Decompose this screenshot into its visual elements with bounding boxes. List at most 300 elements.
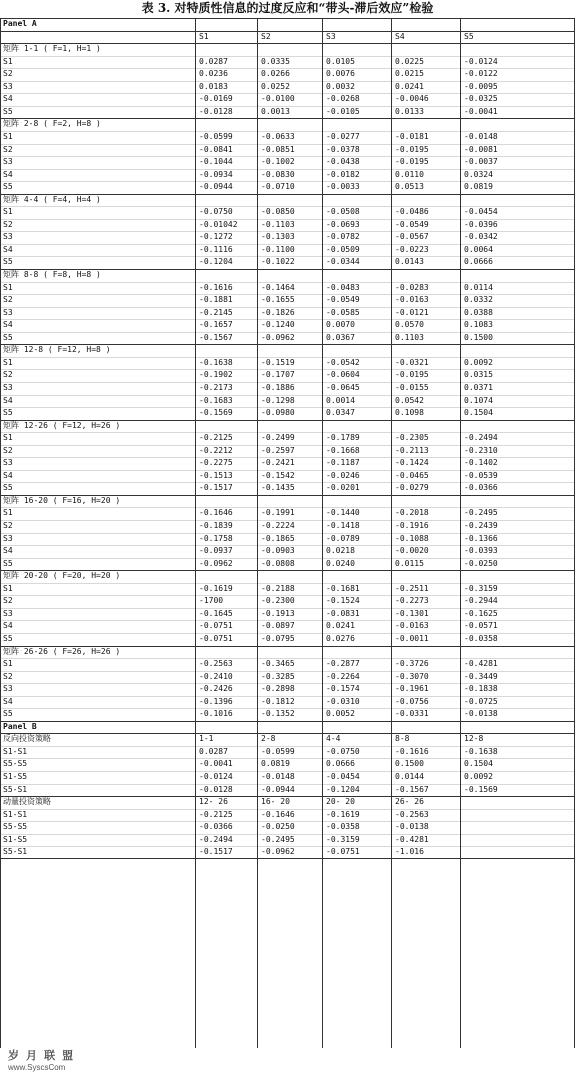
table-cell: 0.1074 bbox=[464, 395, 493, 405]
table-cell: S2 bbox=[3, 445, 13, 455]
table-cell bbox=[258, 43, 323, 56]
table-cell: -0.0124 bbox=[199, 772, 233, 781]
table-cell: 0.0240 bbox=[326, 558, 355, 568]
column-header bbox=[0, 31, 196, 44]
block-label-row bbox=[0, 733, 575, 746]
table-cell: -0.0396 bbox=[464, 219, 498, 229]
table-row bbox=[0, 56, 575, 69]
table-cell: -0.0033 bbox=[326, 182, 360, 192]
table-cell: -1.016 bbox=[395, 847, 424, 857]
table-cell: -0.1812 bbox=[261, 696, 295, 706]
table-cell: 0.0143 bbox=[395, 257, 424, 267]
block-label: 矩阵 1-1 ( F=1, H=1 ) bbox=[3, 44, 101, 54]
block-label-row bbox=[0, 495, 575, 508]
table-row bbox=[0, 558, 575, 571]
table-cell bbox=[392, 269, 461, 282]
table-row bbox=[0, 445, 575, 458]
table-cell: 0.0570 bbox=[395, 320, 424, 330]
table-cell bbox=[392, 118, 461, 131]
table-cell bbox=[461, 344, 575, 357]
table-cell: -0.1519 bbox=[261, 357, 295, 367]
table-row bbox=[0, 620, 575, 633]
table-cell: -0.0195 bbox=[395, 370, 429, 380]
table-cell: -0.1301 bbox=[395, 608, 429, 618]
table-cell bbox=[392, 344, 461, 357]
table-row bbox=[0, 708, 575, 721]
table-cell bbox=[196, 420, 258, 433]
table-cell: -0.1272 bbox=[199, 232, 233, 242]
table-row bbox=[0, 93, 575, 106]
table-cell: S3 bbox=[3, 157, 13, 167]
table-cell: 0.0819 bbox=[261, 759, 290, 769]
table-cell: -0.1513 bbox=[199, 470, 233, 480]
table-cell: 0.0513 bbox=[395, 182, 424, 192]
table-cell: S3 bbox=[3, 81, 13, 91]
table-cell bbox=[258, 420, 323, 433]
table-cell bbox=[461, 834, 575, 847]
table-cell bbox=[461, 420, 575, 433]
table-cell bbox=[323, 646, 392, 659]
table-cell: -0.1204 bbox=[199, 257, 233, 267]
table-cell: 0.0241 bbox=[395, 81, 424, 91]
table-cell: -0.0751 bbox=[199, 621, 233, 631]
table-cell bbox=[258, 495, 323, 508]
table-cell: 0.1500 bbox=[464, 332, 493, 342]
table-cell: 0.0092 bbox=[464, 772, 493, 781]
table-cell: -0.0795 bbox=[261, 633, 295, 643]
table-cell: -0.0438 bbox=[326, 157, 360, 167]
table-cell: -0.0962 bbox=[261, 332, 295, 342]
table-cell: -0.1016 bbox=[199, 709, 233, 719]
table-cell: -0.0549 bbox=[326, 295, 360, 305]
table-cell: 0.0324 bbox=[464, 169, 493, 179]
table-cell: -0.1655 bbox=[261, 295, 295, 305]
table-cell: -0.2877 bbox=[326, 659, 360, 669]
table-cell bbox=[392, 495, 461, 508]
table-cell: 0.0064 bbox=[464, 244, 493, 254]
table-cell: S1 bbox=[3, 56, 13, 66]
table-cell: S1 bbox=[3, 433, 13, 443]
table-cell bbox=[461, 821, 575, 834]
table-cell bbox=[323, 269, 392, 282]
table-cell: -0.0756 bbox=[395, 696, 429, 706]
table-cell bbox=[196, 344, 258, 357]
table-cell: 0.0076 bbox=[326, 69, 355, 79]
table-cell: -0.2018 bbox=[395, 508, 429, 518]
panel-label-row bbox=[0, 18, 575, 31]
table-cell: -0.0944 bbox=[261, 784, 295, 794]
block-label-row bbox=[0, 646, 575, 659]
table-cell bbox=[461, 194, 575, 207]
table-cell: -0.2597 bbox=[261, 445, 295, 455]
table-cell: -0.3465 bbox=[261, 659, 295, 669]
table-cell bbox=[196, 570, 258, 583]
table-row bbox=[0, 683, 575, 696]
table-cell: -0.1088 bbox=[395, 533, 429, 543]
table-cell: -1700 bbox=[199, 596, 224, 606]
table-cell: S2 bbox=[3, 219, 13, 229]
table-cell: -0.0851 bbox=[261, 144, 295, 154]
table-cell: S3 bbox=[3, 232, 13, 242]
table-cell: -0.1991 bbox=[261, 508, 295, 518]
table-cell: -0.0201 bbox=[326, 483, 360, 493]
table-cell: -0.0358 bbox=[326, 822, 360, 832]
table-cell: -0.0195 bbox=[395, 157, 429, 167]
table-cell: -0.0599 bbox=[199, 131, 233, 141]
table-cell: -0.2113 bbox=[395, 445, 429, 455]
table-cell: 0.0144 bbox=[395, 772, 424, 781]
table-cell: -0.0277 bbox=[326, 131, 360, 141]
table-cell: 26- 26 bbox=[395, 797, 424, 807]
table-cell bbox=[196, 495, 258, 508]
table-row bbox=[0, 332, 575, 345]
table-cell: -0.2300 bbox=[261, 596, 295, 606]
table-cell: -0.0279 bbox=[395, 483, 429, 493]
table-row bbox=[0, 407, 575, 420]
table-cell: -0.2511 bbox=[395, 583, 429, 593]
panel-label: Panel A bbox=[3, 19, 37, 28]
table-cell: -0.0041 bbox=[464, 106, 498, 116]
table-cell: S2 bbox=[3, 521, 13, 530]
table-cell: -0.1916 bbox=[395, 521, 429, 530]
block-label: 矩阵 2-8 ( F=2, H=8 ) bbox=[3, 119, 101, 129]
table-cell: -0.1396 bbox=[199, 696, 233, 706]
block-label: 矩阵 8-8 ( F=8, H=8 ) bbox=[3, 270, 101, 279]
table-cell: S4 bbox=[3, 621, 13, 631]
table-cell: -0.1886 bbox=[261, 382, 295, 392]
table-cell: -0.1542 bbox=[261, 470, 295, 480]
table-cell: -0.0138 bbox=[464, 709, 498, 719]
table-cell: S4 bbox=[3, 244, 13, 254]
table-row bbox=[0, 81, 575, 94]
table-cell: -0.2499 bbox=[261, 433, 295, 443]
table-cell: 0.0367 bbox=[326, 332, 355, 342]
table-cell: -0.0124 bbox=[464, 56, 498, 66]
table-cell: -0.2188 bbox=[261, 583, 295, 593]
table-cell: -0.2212 bbox=[199, 445, 233, 455]
table-cell: -0.1865 bbox=[261, 533, 295, 543]
table-cell bbox=[258, 18, 323, 31]
table-cell: 0.0315 bbox=[464, 370, 493, 380]
table-cell: S4 bbox=[3, 320, 13, 330]
column-header: S3 bbox=[326, 31, 336, 41]
table-cell bbox=[258, 194, 323, 207]
table-cell: -0.1616 bbox=[395, 746, 429, 756]
table-cell: -0.2173 bbox=[199, 382, 233, 392]
table-cell: -0.0011 bbox=[395, 633, 429, 643]
block-label: 动量投资策略 bbox=[3, 797, 51, 807]
table-row bbox=[0, 470, 575, 483]
table-cell: -0.0138 bbox=[395, 822, 429, 832]
panel-label: Panel B bbox=[3, 721, 37, 731]
table-cell: -0.2898 bbox=[261, 684, 295, 694]
table-cell: -0.0710 bbox=[261, 182, 295, 192]
table-cell: -0.3070 bbox=[395, 671, 429, 681]
table-cell: -0.2305 bbox=[395, 433, 429, 443]
table-cell bbox=[196, 18, 258, 31]
table-cell bbox=[461, 809, 575, 822]
table-cell: -0.0509 bbox=[326, 244, 360, 254]
table-cell: -0.1668 bbox=[326, 445, 360, 455]
table-cell: -0.1681 bbox=[326, 583, 360, 593]
table-cell: S2 bbox=[3, 69, 13, 79]
table-cell: -0.0128 bbox=[199, 106, 233, 116]
table-cell: S1 bbox=[3, 131, 13, 141]
table-cell: -0.1517 bbox=[199, 483, 233, 493]
table-cell: -0.0041 bbox=[199, 759, 233, 769]
table-cell: -0.1574 bbox=[326, 684, 360, 694]
table-cell: -0.0331 bbox=[395, 709, 429, 719]
table-cell: S5 bbox=[3, 709, 13, 719]
table-cell: -0.0841 bbox=[199, 144, 233, 154]
table-cell: S1 bbox=[3, 282, 13, 292]
table-cell bbox=[196, 269, 258, 282]
table-cell: 0.0110 bbox=[395, 169, 424, 179]
table-cell: -0.1366 bbox=[464, 533, 498, 543]
table-row bbox=[0, 219, 575, 232]
table-cell: -0.0750 bbox=[199, 207, 233, 217]
table-row bbox=[0, 457, 575, 470]
table-cell: -0.0944 bbox=[199, 182, 233, 192]
table-cell: -0.2563 bbox=[199, 659, 233, 669]
table-cell: S5-S5 bbox=[3, 759, 28, 769]
table-cell: -0.0128 bbox=[199, 784, 233, 794]
table-cell: S5 bbox=[3, 408, 13, 418]
table-cell: -0.0037 bbox=[464, 157, 498, 167]
table-cell: -0.0808 bbox=[261, 558, 295, 568]
table-cell: 0.0287 bbox=[199, 56, 228, 66]
table-cell: -0.0169 bbox=[199, 94, 233, 104]
table-cell: -0.1683 bbox=[199, 395, 233, 405]
table-cell: -0.1187 bbox=[326, 458, 360, 468]
table-row bbox=[0, 307, 575, 320]
table-cell: -0.1567 bbox=[395, 784, 429, 794]
table-row bbox=[0, 357, 575, 370]
table-cell: -0.1758 bbox=[199, 533, 233, 543]
table-cell: -0.1240 bbox=[261, 320, 295, 330]
table-cell: -0.2310 bbox=[464, 445, 498, 455]
table-cell: -0.0782 bbox=[326, 232, 360, 242]
table-cell bbox=[323, 18, 392, 31]
table-cell: 0.0266 bbox=[261, 69, 290, 79]
table-row bbox=[0, 369, 575, 382]
table-cell: 0.0666 bbox=[464, 257, 493, 267]
table-cell: S3 bbox=[3, 533, 13, 543]
table-cell: S3 bbox=[3, 684, 13, 694]
table-cell bbox=[392, 43, 461, 56]
table-cell: S2 bbox=[3, 295, 13, 305]
table-cell: S5 bbox=[3, 257, 13, 267]
table-cell: -0.0508 bbox=[326, 207, 360, 217]
table-cell: -0.1424 bbox=[395, 458, 429, 468]
table-cell: 12- 26 bbox=[199, 797, 228, 807]
table-cell: -0.0850 bbox=[261, 207, 295, 217]
table-cell: 0.0032 bbox=[326, 81, 355, 91]
table-cell: -0.1789 bbox=[326, 433, 360, 443]
table-cell: S5-S5 bbox=[3, 822, 28, 832]
table-cell: -0.2224 bbox=[261, 521, 295, 530]
table-cell: -0.1418 bbox=[326, 521, 360, 530]
block-label: 矩阵 16-20 ( F=16, H=20 ) bbox=[3, 495, 121, 505]
table-cell bbox=[461, 721, 575, 734]
table-cell: -0.0155 bbox=[395, 382, 429, 392]
table-cell: -0.1838 bbox=[464, 684, 498, 694]
table-cell: -0.0182 bbox=[326, 169, 360, 179]
table-cell: -0.2421 bbox=[261, 458, 295, 468]
table-row bbox=[0, 294, 575, 307]
table-cell bbox=[461, 646, 575, 659]
block-label-row bbox=[0, 796, 575, 809]
table-row bbox=[0, 156, 575, 169]
table-cell: 0.0252 bbox=[261, 81, 290, 91]
table-cell: 0.0371 bbox=[464, 382, 493, 392]
table-cell: 0.0114 bbox=[464, 282, 493, 292]
table-cell: -0.1826 bbox=[261, 307, 295, 317]
table-cell: -0.0831 bbox=[326, 608, 360, 618]
table-cell: S1-S1 bbox=[3, 809, 28, 819]
table-cell: S5 bbox=[3, 483, 13, 493]
table-cell bbox=[461, 118, 575, 131]
table-cell: -0.0121 bbox=[395, 307, 429, 317]
block-label-row bbox=[0, 118, 575, 131]
table-cell: -0.0283 bbox=[395, 282, 429, 292]
table-cell: -0.2125 bbox=[199, 809, 233, 819]
table-row bbox=[0, 106, 575, 119]
table-cell: S5-S1 bbox=[3, 847, 28, 857]
table-cell: 0.0115 bbox=[395, 558, 424, 568]
block-label-row bbox=[0, 420, 575, 433]
table-cell: -0.0751 bbox=[199, 633, 233, 643]
table-cell: -0.0223 bbox=[395, 244, 429, 254]
table-cell: S1-S1 bbox=[3, 746, 28, 756]
table-cell: -0.0163 bbox=[395, 295, 429, 305]
table-cell: -0.0378 bbox=[326, 144, 360, 154]
table-row bbox=[0, 181, 575, 194]
table-cell: -0.1100 bbox=[261, 244, 295, 254]
table-cell: 0.0092 bbox=[464, 357, 493, 367]
table-row bbox=[0, 282, 575, 295]
table-cell: -0.0250 bbox=[261, 822, 295, 832]
table-cell: 0.0133 bbox=[395, 106, 424, 116]
table-cell: -0.0980 bbox=[261, 408, 295, 418]
table-cell: 0.0241 bbox=[326, 621, 355, 631]
table-cell: -0.0344 bbox=[326, 257, 360, 267]
table-cell: 20- 20 bbox=[326, 797, 355, 807]
table-cell: S4 bbox=[3, 470, 13, 480]
table-cell bbox=[461, 796, 575, 809]
table-cell: -0.3159 bbox=[464, 583, 498, 593]
table-cell bbox=[196, 43, 258, 56]
table-cell: S5 bbox=[3, 106, 13, 116]
block-label-row bbox=[0, 43, 575, 56]
table-row bbox=[0, 784, 575, 797]
table-cell bbox=[461, 18, 575, 31]
table-cell: -0.0020 bbox=[395, 546, 429, 556]
table-cell: S4 bbox=[3, 696, 13, 706]
table-cell: -0.1839 bbox=[199, 521, 233, 530]
table-cell: 0.0105 bbox=[326, 56, 355, 66]
table-cell bbox=[392, 18, 461, 31]
table-cell: -0.2439 bbox=[464, 521, 498, 530]
table-cell: -0.1204 bbox=[326, 784, 360, 794]
table-cell: 4-4 bbox=[326, 734, 341, 744]
table-cell: -0.1517 bbox=[199, 847, 233, 857]
table-row bbox=[0, 244, 575, 257]
table-cell bbox=[392, 646, 461, 659]
table-cell: -0.1646 bbox=[199, 508, 233, 518]
table-cell: S1 bbox=[3, 357, 13, 367]
table-cell: -0.0366 bbox=[464, 483, 498, 493]
table-cell: -0.1638 bbox=[464, 746, 498, 756]
table-row bbox=[0, 231, 575, 244]
table-cell bbox=[461, 269, 575, 282]
table-cell: -0.0483 bbox=[326, 282, 360, 292]
site-watermark bbox=[8, 1047, 98, 1072]
table-cell: -0.0789 bbox=[326, 533, 360, 543]
table-cell: S1-S5 bbox=[3, 772, 28, 781]
table-row bbox=[0, 834, 575, 847]
table-cell bbox=[258, 721, 323, 734]
table-row bbox=[0, 671, 575, 684]
column-header: S5 bbox=[464, 31, 474, 41]
table-cell: -0.0181 bbox=[395, 131, 429, 141]
table-cell: 0.1083 bbox=[464, 320, 493, 330]
table-cell: 0.0218 bbox=[326, 546, 355, 556]
table-cell bbox=[196, 194, 258, 207]
table-cell: -0.1913 bbox=[261, 608, 295, 618]
table-cell: -0.1657 bbox=[199, 320, 233, 330]
table-cell: 0.0014 bbox=[326, 395, 355, 405]
table-cell: S2 bbox=[3, 596, 13, 606]
table-cell bbox=[323, 495, 392, 508]
watermark-name: 岁 月 联 盟 bbox=[8, 1050, 76, 1062]
table-cell bbox=[258, 344, 323, 357]
table-cell bbox=[196, 118, 258, 131]
table-cell: 0.0819 bbox=[464, 182, 493, 192]
table-cell bbox=[323, 43, 392, 56]
table-cell: -0.1707 bbox=[261, 370, 295, 380]
table-cell: -0.0604 bbox=[326, 370, 360, 380]
table-cell: -0.1022 bbox=[261, 257, 295, 267]
table-row bbox=[0, 206, 575, 219]
table-cell: 0.1504 bbox=[464, 759, 493, 769]
table-row bbox=[0, 809, 575, 822]
table-cell: -0.1567 bbox=[199, 332, 233, 342]
block-label-row bbox=[0, 570, 575, 583]
table-cell: -0.1464 bbox=[261, 282, 295, 292]
table-row bbox=[0, 520, 575, 533]
table-cell: -0.1645 bbox=[199, 608, 233, 618]
table-cell: -0.0095 bbox=[464, 81, 498, 91]
table-cell bbox=[461, 570, 575, 583]
table-cell bbox=[323, 420, 392, 433]
table-cell: S3 bbox=[3, 608, 13, 618]
table-cell bbox=[392, 721, 461, 734]
table-row bbox=[0, 432, 575, 445]
table-cell: -0.1352 bbox=[261, 709, 295, 719]
table-cell: S2 bbox=[3, 370, 13, 380]
table-cell: -0.0567 bbox=[395, 232, 429, 242]
table-cell: 0.0013 bbox=[261, 106, 290, 116]
table-cell: -0.2125 bbox=[199, 433, 233, 443]
table-cell: -0.1002 bbox=[261, 157, 295, 167]
column-header: S1 bbox=[199, 31, 209, 41]
table-cell: -0.0454 bbox=[464, 207, 498, 217]
table-row bbox=[0, 583, 575, 596]
table-cell: -0.2426 bbox=[199, 684, 233, 694]
table-cell bbox=[323, 118, 392, 131]
table-cell: -0.0046 bbox=[395, 94, 429, 104]
